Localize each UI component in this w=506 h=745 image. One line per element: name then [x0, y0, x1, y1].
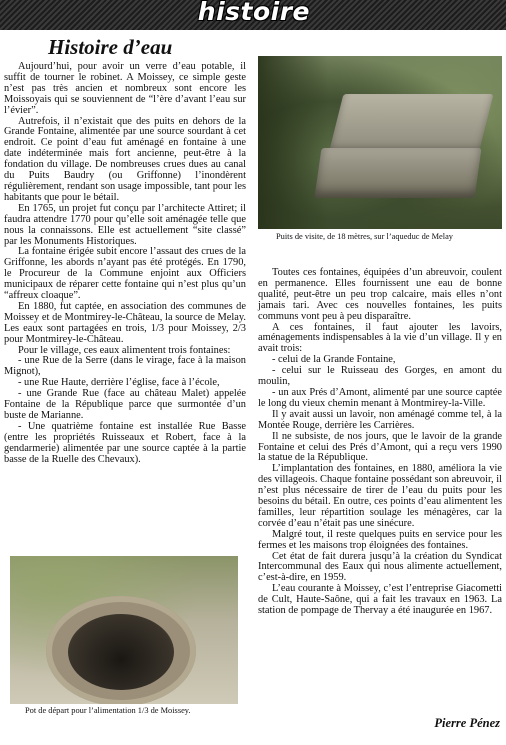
- paragraph: Il y avait aussi un lavoir, non aménagé comme tel, à la Montée Rouge, derrière les Carrières.: [258, 408, 502, 431]
- section-title: histoire: [197, 0, 310, 26]
- list-item: - celui sur le Ruisseau des Gorges, en amont du moulin,: [258, 365, 502, 388]
- list-item: - Une quatrième fontaine est installée Rue Basse (entre les propriétés Ruisseaux et Robert, face à la gendarmerie) alimentée par une source captée à la partie basse de la Ruelle des Chevaux).: [4, 420, 246, 465]
- paragraph: La fontaine érigée subit encore l’assaut des crues de la Griffonne, les abords n’ayant pas été protégés. En 1790, le Procureur de la Commune enjoint aux Officiers municipaux de réparer cette fontaine qui n’est plus qu’un “affreux cloaque”.: [4, 246, 246, 302]
- paragraph: A ces fontaines, il faut ajouter les lavoirs, aménagements indispensables à la vie d’un village. Il y en avait trois:: [258, 321, 502, 355]
- paragraph: Toutes ces fontaines, équipées d’un abreuvoir, coulent en permanence. Elles fournissent une eau de bonne qualité, peut-être un peu trop calcaire, mais elles n’ont jamais tari. Avec ces nouvelles fontaines, les puits communs vont peu à peu disparaître.: [258, 267, 502, 322]
- paragraph: En 1880, fut captée, en association des communes de Moissey et de Montmirey-le-Château, la source de Melay. Les eaux sont partagées en trois, 1/3 pour Moissey, 2/3 pour Montmirey-le-Château.: [4, 300, 246, 345]
- paragraph: Autrefois, il n’existait que des puits en dehors de la Grande Fontaine, alimentée par une source sourdant à cet endroit. Ce point d’eau fut aménagé en fontaine à une date indéterminée mais fort ancienne, peut-être à la fondation du village. De nombreuses crues dues au canal du Puits Baudry (ou Griffonne) l’inondèrent régulièrement, rendant son usage impossible, tant pour les habitants que pour le bétail.: [4, 115, 246, 203]
- paragraph: Il ne subsiste, de nos jours, que le lavoir de la grande Fontaine et celui des Prés d’Amont, qui a reçu vers 1990 la statue de la République.: [258, 430, 502, 464]
- article-title: Histoire d’eau: [48, 35, 173, 59]
- author-signature: Pierre Pénez: [434, 716, 500, 730]
- photo-caption: Puits de visite, de 18 mètres, sur l’aqueduc de Melay: [276, 232, 453, 241]
- section-banner: [0, 0, 506, 30]
- left-column: [4, 62, 246, 466]
- paragraph: Malgré tout, il reste quelques puits en service pour les fermes et les maisons trop éloignées des fontaines.: [258, 528, 502, 551]
- list-item: - une Rue Haute, derrière l’église, face à l’école,: [18, 377, 220, 389]
- list-item: - une Rue de la Serre (dans le virage, face à la maison Mignot),: [4, 355, 246, 378]
- water-pot-photo: [10, 556, 238, 704]
- list-item: - une Grande Rue (face au château Malet) appelée Fontaine de la République parce que surmontée d’un buste de Marianne.: [4, 388, 246, 421]
- paragraph: L’eau courante à Moissey, c’est l’entreprise Giacometti de Cult, Haute-Saône, qui a fait les travaux en 1963. La station de pompage de Thervay a été inaugurée en 1967.: [258, 583, 502, 617]
- list-item: - celui de la Grande Fontaine,: [272, 354, 396, 366]
- right-column: [258, 268, 502, 617]
- paragraph: Cet état de fait durera jusqu’à la création du Syndicat Intercommunal des Eaux qui nous alimente actuellement, c’est-à-dire, en 1959.: [258, 550, 502, 584]
- aqueduct-manhole-photo: [258, 56, 502, 229]
- paragraph: Pour le village, ces eaux alimentent trois fontaines:: [18, 344, 231, 356]
- list-item: - un aux Prés d’Amont, alimenté par une source captée le long du vieux chemin menant à Montmirey-la-Ville.: [258, 386, 502, 409]
- paragraph: En 1765, un projet fut conçu par l’architecte Attiret; il faudra attendre 1770 pour qu’elle soit aménagée telle que nous la connaissons. Elle est actuellement “site classé” par les Monuments Historiques.: [4, 202, 246, 247]
- paragraph: Aujourd’hui, pour avoir un verre d’eau potable, il suffit de tourner le robinet. A Moissey, ce simple geste n’est pas très ancien et nombreux sont encore les Moissoyais qui se souviennent de “l’ère d’avant l’eau sur l’évier”.: [4, 61, 246, 116]
- photo-caption: Pot de départ pour l’alimentation 1/3 de Moissey.: [25, 706, 191, 715]
- paragraph: L’implantation des fontaines, en 1880, améliora la vie des villageois. Chaque fontaine possédant son abreuvoir, il n’est plus nécessaire de tirer de l’eau du puits pour les besoins du bétail. En outre, ces points d’eau alimentent les familles, leur répartition soulage les ménagères, car la corvée d’eau n’était pas une sinécure.: [258, 463, 502, 529]
